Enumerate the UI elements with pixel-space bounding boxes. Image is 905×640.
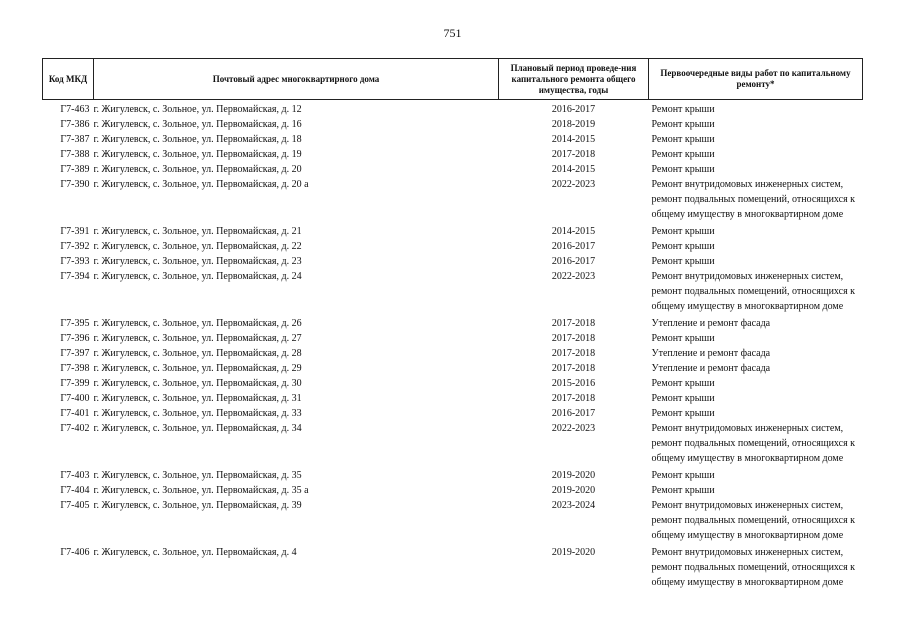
header-row — [43, 59, 863, 100]
cell-code: Г7-399 — [60, 378, 90, 389]
cell-period: 2022-2023 — [551, 271, 596, 282]
cell-works: Ремонт крыши — [651, 164, 715, 175]
table-row — [43, 346, 863, 361]
cell-period: 2023-2024 — [551, 500, 596, 511]
cell-address: г. Жигулевск, с. Зольное, ул. Первомайская, д. 33 — [93, 408, 302, 419]
table-row — [43, 177, 863, 224]
cell-works: Ремонт внутридомовых инженерных систем, ремонт подвальных помещений, относящихся к общему имуществу в многоквартирном доме — [651, 179, 856, 220]
cell-works: Ремонт крыши — [651, 256, 715, 267]
table-row — [43, 498, 863, 545]
header-period: Плановый период проведе-ния капитального ремонта общего имущества, годы — [499, 59, 649, 100]
cell-works: Ремонт крыши — [651, 104, 715, 115]
cell-period: 2014-2015 — [551, 134, 596, 145]
cell-period: 2017-2018 — [551, 149, 596, 160]
cell-period: 2022-2023 — [551, 179, 596, 190]
cell-address: г. Жигулевск, с. Зольное, ул. Первомайская, д. 29 — [93, 363, 302, 374]
cell-period: 2017-2018 — [551, 318, 596, 329]
table-row — [43, 269, 863, 316]
cell-code: Г7-397 — [60, 348, 90, 359]
cell-period: 2019-2020 — [551, 485, 596, 496]
cell-address: г. Жигулевск, с. Зольное, ул. Первомайская, д. 31 — [93, 393, 302, 404]
cell-works: Ремонт крыши — [651, 134, 715, 145]
cell-code: Г7-406 — [60, 547, 90, 558]
cell-address: г. Жигулевск, с. Зольное, ул. Первомайская, д. 26 — [93, 318, 302, 329]
cell-works: Утепление и ремонт фасада — [651, 363, 771, 374]
cell-address: г. Жигулевск, с. Зольное, ул. Первомайская, д. 27 — [93, 333, 302, 344]
cell-period: 2019-2020 — [551, 470, 596, 481]
cell-period: 2016-2017 — [551, 104, 596, 115]
cell-code: Г7-395 — [60, 318, 90, 329]
table-row — [43, 331, 863, 346]
cell-code: Г7-390 — [60, 179, 90, 190]
cell-period: 2017-2018 — [551, 363, 596, 374]
table-header — [43, 59, 863, 100]
table-row — [43, 117, 863, 132]
table-row — [43, 468, 863, 483]
cell-period: 2016-2017 — [551, 256, 596, 267]
cell-works: Ремонт крыши — [651, 226, 715, 237]
cell-address: г. Жигулевск, с. Зольное, ул. Первомайская, д. 23 — [93, 256, 302, 267]
table-row — [43, 162, 863, 177]
cell-address: г. Жигулевск, с. Зольное, ул. Первомайская, д. 35 а — [93, 485, 309, 496]
cell-works: Ремонт крыши — [651, 149, 715, 160]
cell-code: Г7-404 — [60, 485, 90, 496]
cell-code: Г7-400 — [60, 393, 90, 404]
cell-works: Ремонт крыши — [651, 119, 715, 130]
cell-address: г. Жигулевск, с. Зольное, ул. Первомайская, д. 30 — [93, 378, 302, 389]
table-row — [43, 224, 863, 239]
cell-code: Г7-403 — [60, 470, 90, 481]
cell-period: 2015-2016 — [551, 378, 596, 389]
cell-address: г. Жигулевск, с. Зольное, ул. Первомайская, д. 19 — [93, 149, 302, 160]
cell-address: г. Жигулевск, с. Зольное, ул. Первомайская, д. 20 а — [93, 179, 309, 190]
cell-works: Утепление и ремонт фасада — [651, 318, 771, 329]
cell-works: Ремонт крыши — [651, 485, 715, 496]
cell-period: 2017-2018 — [551, 333, 596, 344]
cell-code: Г7-393 — [60, 256, 90, 267]
table-row — [43, 376, 863, 391]
cell-works: Ремонт крыши — [651, 470, 715, 481]
cell-period: 2014-2015 — [551, 226, 596, 237]
cell-code: Г7-402 — [60, 423, 90, 434]
cell-address: г. Жигулевск, с. Зольное, ул. Первомайская, д. 34 — [93, 423, 302, 434]
cell-address: г. Жигулевск, с. Зольное, ул. Первомайская, д. 16 — [93, 119, 302, 130]
cell-code: Г7-394 — [60, 271, 90, 282]
table-row — [43, 239, 863, 254]
header-address: Почтовый адрес многоквартирного дома — [94, 59, 499, 100]
cell-code: Г7-396 — [60, 333, 90, 344]
cell-address: г. Жигулевск, с. Зольное, ул. Первомайская, д. 4 — [93, 547, 297, 558]
cell-works: Утепление и ремонт фасада — [651, 348, 771, 359]
cell-address: г. Жигулевск, с. Зольное, ул. Первомайская, д. 18 — [93, 134, 302, 145]
cell-code: Г7-405 — [60, 500, 90, 511]
cell-period: 2019-2020 — [551, 547, 596, 558]
cell-works: Ремонт внутридомовых инженерных систем, ремонт подвальных помещений, относящихся к общему имуществу в многоквартирном доме — [651, 500, 856, 541]
cell-code: Г7-386 — [60, 119, 90, 130]
table-row — [43, 100, 863, 118]
cell-works: Ремонт крыши — [651, 378, 715, 389]
cell-address: г. Жигулевск, с. Зольное, ул. Первомайская, д. 12 — [93, 104, 302, 115]
cell-code: Г7-401 — [60, 408, 90, 419]
table-row — [43, 406, 863, 421]
cell-address: г. Жигулевск, с. Зольное, ул. Первомайская, д. 28 — [93, 348, 302, 359]
cell-works: Ремонт внутридомовых инженерных систем, ремонт подвальных помещений, относящихся к общему имуществу в многоквартирном доме — [651, 271, 856, 312]
page-number: 751 — [443, 26, 462, 40]
cell-works: Ремонт крыши — [651, 333, 715, 344]
table-row — [43, 132, 863, 147]
cell-period: 2016-2017 — [551, 408, 596, 419]
table-row — [43, 391, 863, 406]
capital-repair-table — [42, 58, 863, 592]
cell-works: Ремонт крыши — [651, 241, 715, 252]
cell-address: г. Жигулевск, с. Зольное, ул. Первомайская, д. 20 — [93, 164, 302, 175]
cell-code: Г7-388 — [60, 149, 90, 160]
cell-period: 2016-2017 — [551, 241, 596, 252]
cell-address: г. Жигулевск, с. Зольное, ул. Первомайская, д. 22 — [93, 241, 302, 252]
cell-works: Ремонт внутридомовых инженерных систем, ремонт подвальных помещений, относящихся к общему имуществу в многоквартирном доме — [651, 547, 856, 588]
cell-code: Г7-463 — [60, 104, 90, 115]
cell-address: г. Жигулевск, с. Зольное, ул. Первомайская, д. 24 — [93, 271, 302, 282]
cell-period: 2014-2015 — [551, 164, 596, 175]
cell-address: г. Жигулевск, с. Зольное, ул. Первомайская, д. 35 — [93, 470, 302, 481]
header-works: Первоочередные виды работ по капитальному ремонту* — [649, 59, 863, 100]
table-row — [43, 147, 863, 162]
table-row — [43, 254, 863, 269]
cell-works: Ремонт крыши — [651, 408, 715, 419]
table-row — [43, 483, 863, 498]
table-row — [43, 361, 863, 376]
header-code: Код МКД — [43, 59, 94, 100]
cell-address: г. Жигулевск, с. Зольное, ул. Первомайская, д. 39 — [93, 500, 302, 511]
table-row — [43, 316, 863, 331]
cell-period: 2017-2018 — [551, 348, 596, 359]
cell-period: 2022-2023 — [551, 423, 596, 434]
cell-period: 2017-2018 — [551, 393, 596, 404]
cell-code: Г7-389 — [60, 164, 90, 175]
table-body — [43, 100, 863, 593]
cell-code: Г7-392 — [60, 241, 90, 252]
cell-code: Г7-398 — [60, 363, 90, 374]
cell-address: г. Жигулевск, с. Зольное, ул. Первомайская, д. 21 — [93, 226, 302, 237]
cell-code: Г7-387 — [60, 134, 90, 145]
cell-works: Ремонт крыши — [651, 393, 715, 404]
cell-code: Г7-391 — [60, 226, 90, 237]
table-row — [43, 545, 863, 592]
table-row — [43, 421, 863, 468]
cell-works: Ремонт внутридомовых инженерных систем, ремонт подвальных помещений, относящихся к общему имуществу в многоквартирном доме — [651, 423, 856, 464]
cell-period: 2018-2019 — [551, 119, 596, 130]
